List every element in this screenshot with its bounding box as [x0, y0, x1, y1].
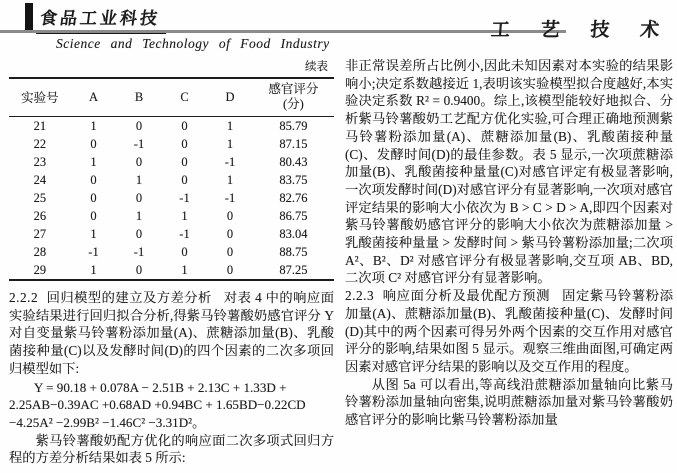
cell-b: -1 — [133, 245, 145, 259]
cell-d: 0 — [226, 209, 234, 223]
cell-d: -1 — [224, 155, 236, 169]
table-row — [9, 171, 334, 189]
anova-intro-paragraph: 紫马铃薯酸奶配方优化的响应面二次多项式回归方程的方差分析结果如表 5 所示: — [9, 432, 334, 466]
cell-run-no: 24 — [33, 173, 47, 187]
col-header-score-label: 感官评分 — [268, 82, 319, 96]
cell-b: 0 — [135, 263, 143, 277]
table-row — [9, 207, 334, 225]
col-header-a: A — [88, 89, 99, 104]
cell-score: 83.04 — [279, 227, 308, 241]
cell-a: 0 — [90, 209, 97, 223]
cell-d: 1 — [226, 137, 234, 151]
cell-c: 0 — [181, 119, 188, 133]
cell-c: 1 — [181, 209, 188, 223]
table-continued-label: 续表 — [305, 61, 328, 73]
section-2-2-2-title: 回归模型的建立及方差分析 — [46, 290, 212, 305]
table-row — [9, 117, 334, 136]
header-rule — [0, 30, 566, 33]
col-header-score-unit: (分) — [282, 97, 304, 111]
table-row — [9, 189, 334, 207]
cell-a: 0 — [90, 191, 97, 205]
cell-score: 80.43 — [279, 155, 308, 169]
section-banner: 工 艺 技 术 — [489, 20, 673, 41]
section-2-2-3-body: 固定紫马铃薯粉添加量(A)、蔗糖添加量(B)、乳酸菌接种量(C)、发酵时间(D)其中的两个因素可得另外两个因素的交互作用对感官评分的影响,结果如图 5 显示。观察三维曲面图,可确定两因素对感官评分结果的影响以及交互作用的程度。 — [345, 288, 674, 374]
journal-logo-text: 食品工业科技 — [36, 3, 170, 34]
cell-a: -1 — [88, 245, 99, 259]
cell-b: 0 — [135, 155, 143, 169]
cell-score: 82.76 — [279, 191, 308, 205]
cell-d: 0 — [226, 227, 234, 241]
cell-c: -1 — [179, 191, 190, 205]
cell-run-no: 29 — [33, 263, 47, 277]
equation-line-1: Y = 90.18 + 0.078A − 2.51B + 2.13C + 1.33D + — [33, 379, 287, 395]
cell-run-no: 26 — [33, 209, 47, 223]
col-header-b: B — [134, 89, 144, 104]
cell-run-no: 23 — [33, 155, 47, 169]
cell-d: 1 — [226, 119, 234, 133]
table-row — [9, 261, 334, 280]
table-header-row — [9, 78, 334, 117]
left-column — [9, 58, 334, 467]
col-header-c: C — [180, 89, 189, 104]
cell-score: 88.75 — [279, 245, 308, 259]
cell-b: 1 — [135, 173, 143, 187]
cell-b: 1 — [135, 209, 143, 223]
cell-score: 83.75 — [279, 173, 308, 187]
cell-c: 0 — [181, 245, 188, 259]
equation-line-3: −4.25A² −2.99B² −1.46C² −3.31D²。 — [9, 414, 206, 430]
cell-c: 0 — [181, 173, 188, 187]
equation-line-2: 2.25AB−0.39AC +0.68AD +0.94BC + 1.65BD−0.22CD — [9, 397, 306, 413]
cell-c: 0 — [181, 137, 188, 151]
cell-d: 0 — [226, 245, 234, 259]
cell-d: 1 — [226, 173, 234, 187]
table-row — [9, 225, 334, 243]
journal-name-english: Science and Technology of Food Industry — [56, 36, 330, 51]
right-column — [345, 57, 673, 429]
cell-a: 1 — [90, 227, 97, 241]
cell-d: 0 — [226, 263, 234, 277]
col-header-run-no: 实验号 — [21, 91, 59, 105]
cell-b: 0 — [135, 119, 143, 133]
section-2-2-2-body: 对表 4 中的响应面实验结果进行回归拟合分析,得紫马铃薯酸奶感官评分 Y 对自变量紫马铃薯粉添加量(A)、蔗糖添加量(B)、乳酸菌接种量(C)以及发酵时间(D)的四个因素的二次多项回归模型如下: — [9, 290, 335, 376]
section-2-2-3-title: 响应面分析及最优配方预测 — [382, 288, 551, 304]
cell-run-no: 25 — [33, 191, 47, 205]
results-table — [9, 77, 334, 281]
cell-a: 1 — [90, 263, 97, 277]
table-row — [9, 135, 334, 153]
table-row — [9, 243, 334, 261]
figure-5a-paragraph: 从图 5a 可以看出,等高线沿蔗糖添加量轴向比紫马铃薯粉添加量轴向密集,说明蔗糖添加量对紫马铃薯酸奶感官评分的影响比紫马铃薯粉添加量 — [345, 376, 673, 428]
cell-c: 1 — [181, 263, 188, 277]
col-header-score — [253, 78, 334, 117]
section-2-2-2-paragraph — [9, 289, 334, 378]
cell-run-no: 21 — [33, 119, 47, 133]
cell-score: 87.25 — [279, 263, 308, 277]
section-2-2-3-number: 2.2.3 — [345, 288, 375, 304]
cell-c: 0 — [181, 155, 188, 169]
cell-run-no: 27 — [33, 227, 47, 241]
cell-run-no: 28 — [33, 245, 47, 259]
cell-b: 0 — [135, 191, 143, 205]
model-fit-paragraph: 非正常误差所占比例小,因此未知因素对本实验的结果影响小;决定系数越接近 1,表明该实验模型拟合度越好,本实验决定系数 R² = 0.9400。综上,该模型能较好地拟合、分析紫马铃薯酸奶工艺配方优化实验,可合理正确地预测紫马铃薯粉添加量(A)、蔗糖添加量(B)、乳酸菌接种量(C)、发酵时间(D)的最佳参数。表 5 显示,一次项蔗糖添加量(B)、乳酸菌接种量量(C)对感官评定有极显著影响,一次项发酵时间(D)对感官评分有显著影响,一次项对感官评定结果的影响大小依次为 B > C > D > A,即四个因素对紫马铃薯酸奶感官评分的影响大小依次为蔗糖添加量 > 乳酸菌接种量量 > 发酵时间 > 紫马铃薯粉添加量;二次项 A²、B²、D² 对感官评分有极显著影响,交互项 AB、BD,二次项 C² 对感官评分有显著影响。 — [345, 58, 673, 286]
cell-b: -1 — [133, 137, 145, 151]
col-header-d: D — [225, 89, 235, 104]
table-row — [9, 153, 334, 171]
section-2-2-3-paragraph — [345, 287, 673, 376]
cell-a: 0 — [90, 173, 97, 187]
cell-a: 1 — [90, 119, 97, 133]
cell-run-no: 22 — [33, 137, 47, 151]
regression-equation — [9, 379, 334, 432]
logo-bar-decoration — [25, 3, 33, 31]
cell-score: 85.79 — [279, 119, 308, 133]
cell-a: 0 — [90, 137, 97, 151]
cell-d: -1 — [224, 191, 236, 205]
cell-c: -1 — [179, 227, 190, 241]
cell-a: 1 — [90, 155, 97, 169]
cell-score: 87.15 — [279, 137, 308, 151]
cell-score: 86.75 — [279, 209, 308, 223]
section-2-2-2-number: 2.2.2 — [9, 290, 39, 305]
cell-b: 0 — [135, 227, 143, 241]
